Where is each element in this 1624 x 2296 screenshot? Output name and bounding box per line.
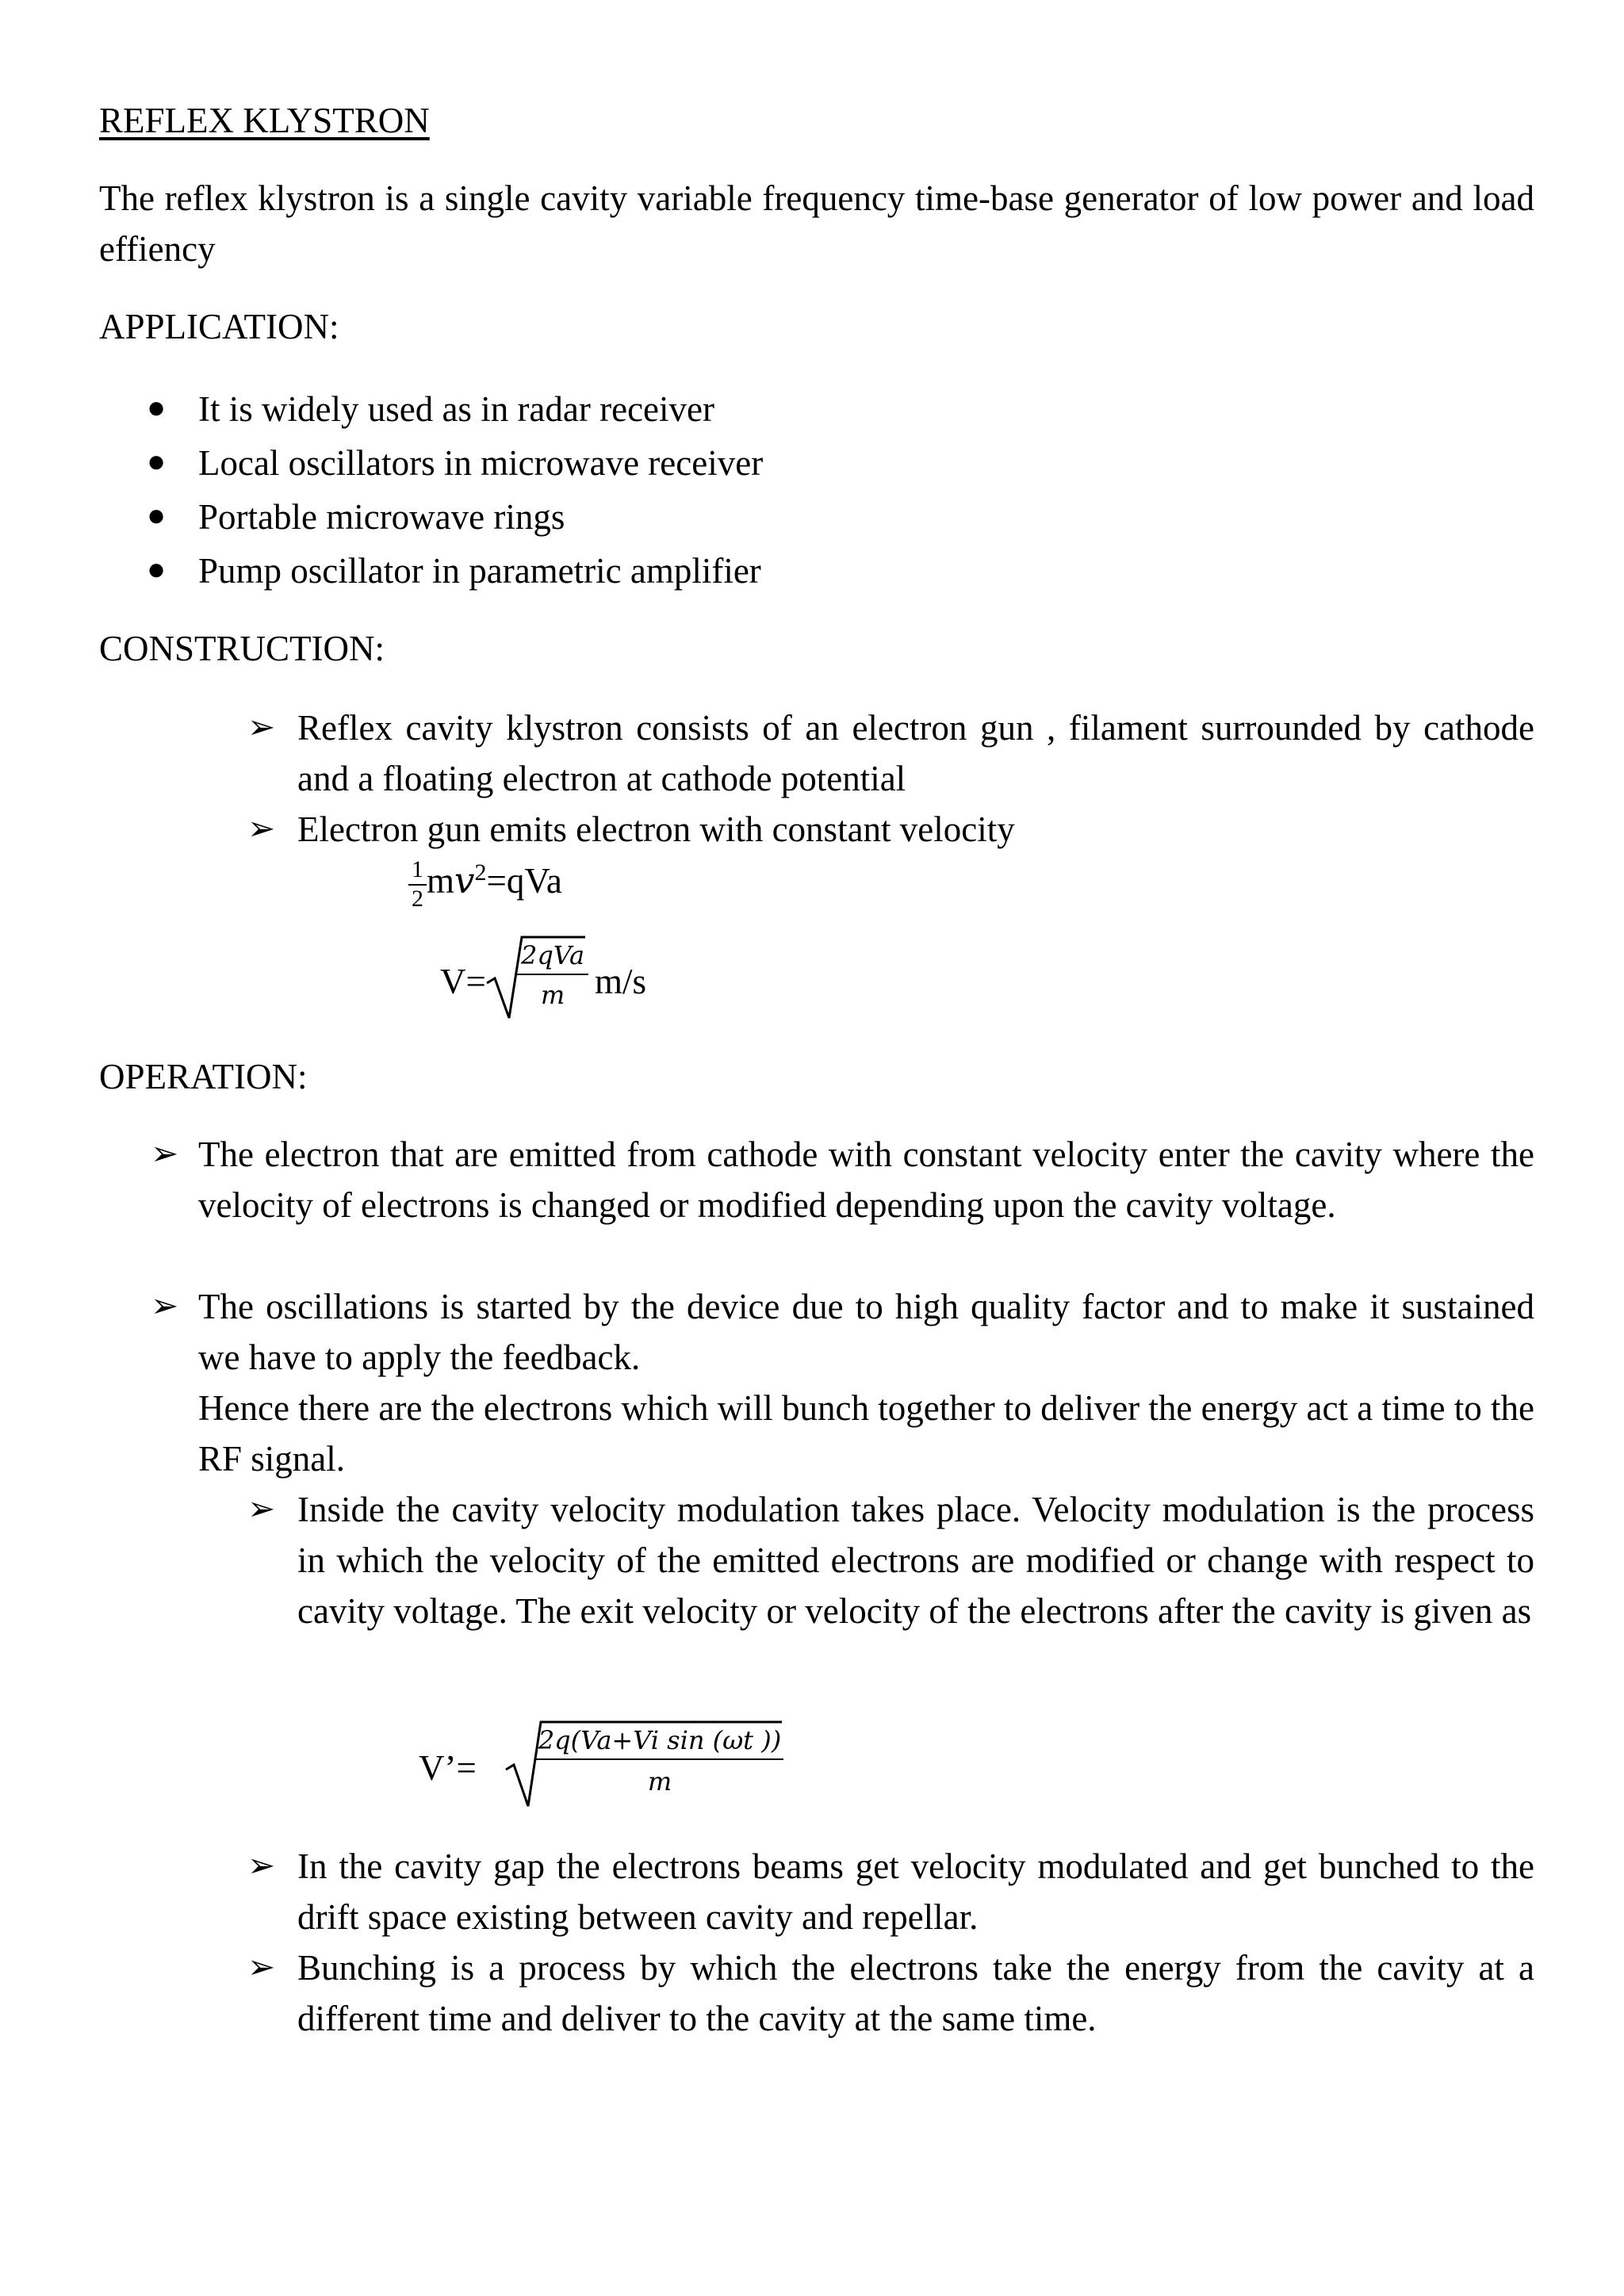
arrow-bullet-icon: ➢ bbox=[247, 710, 276, 746]
operation-sub-item: In the cavity gap the electrons beams get velocity modulated and get bunched to the drift space existing between cavity and repellar. bbox=[297, 1846, 1534, 1937]
arrow-bullet-icon: ➢ bbox=[247, 811, 276, 848]
arrow-bullet-icon: ➢ bbox=[151, 1136, 179, 1173]
exit-velocity-lhs: V’= bbox=[419, 1748, 477, 1788]
arrow-bullet-icon: ➢ bbox=[247, 1950, 276, 1986]
application-item: Local oscillators in microwave receiver bbox=[198, 443, 764, 483]
bullet-icon: ● bbox=[147, 443, 167, 479]
application-item: Pump oscillator in parametric amplifier bbox=[198, 551, 761, 591]
arrow-bullet-icon: ➢ bbox=[247, 1848, 276, 1885]
exit-velocity-fraction: 2q(Va+Vi sin (ωt )) m bbox=[536, 1725, 783, 1797]
kinetic-energy-equation: $\frac{1}{2}$ $mv^2=qVa$ bbox=[408, 856, 562, 913]
application-heading: APPLICATION: bbox=[99, 307, 339, 346]
page-title: REFLEX KLYSTRON bbox=[99, 101, 430, 140]
velocity-unit: m/s bbox=[595, 962, 647, 1001]
operation-sub-item: Inside the cavity velocity modulation takes place. Velocity modulation is the process in which the velocity of the emitted electrons are modified or change with respect to cavity voltage. The exit velocity or velocity of the electrons after the cavity is given as bbox=[297, 1490, 1534, 1631]
operation-item: The oscillations is started by the device due to high quality factor and to make it sustained we have to apply the feedback. bbox=[198, 1287, 1534, 1377]
operation-sub-item: Bunching is a process by which the electrons take the energy from the cavity at a different time and deliver to the cavity at the same time. bbox=[297, 1948, 1534, 2038]
velocity-equation-lhs: V= bbox=[440, 962, 486, 1001]
velocity-fraction: 2qVa m bbox=[517, 940, 588, 1011]
construction-heading: CONSTRUCTION: bbox=[99, 629, 385, 668]
application-item: Portable microwave rings bbox=[198, 497, 565, 537]
construction-item: Electron gun emits electron with constant velocity bbox=[297, 809, 1015, 849]
arrow-bullet-icon: ➢ bbox=[247, 1491, 276, 1528]
operation-item: The electron that are emitted from cathode with constant velocity enter the cavity where the velocity of electrons is changed or modified depending upon the cavity voltage. bbox=[198, 1135, 1534, 1225]
application-item: It is widely used as in radar receiver bbox=[198, 389, 714, 429]
bullet-icon: ● bbox=[147, 551, 167, 587]
arrow-bullet-icon: ➢ bbox=[151, 1288, 179, 1325]
bullet-icon: ● bbox=[147, 497, 167, 533]
bullet-icon: ● bbox=[147, 389, 167, 425]
operation-continuation: Hence there are the electrons which will bunch together to deliver the energy act a time to the RF signal. bbox=[198, 1388, 1534, 1479]
operation-heading: OPERATION: bbox=[99, 1057, 308, 1096]
intro-paragraph: The reflex klystron is a single cavity variable frequency time-base generator of low power and load effiency bbox=[99, 178, 1534, 269]
construction-item: Reflex cavity klystron consists of an electron gun , filament surrounded by cathode and a floating electron at cathode potential bbox=[297, 708, 1534, 798]
